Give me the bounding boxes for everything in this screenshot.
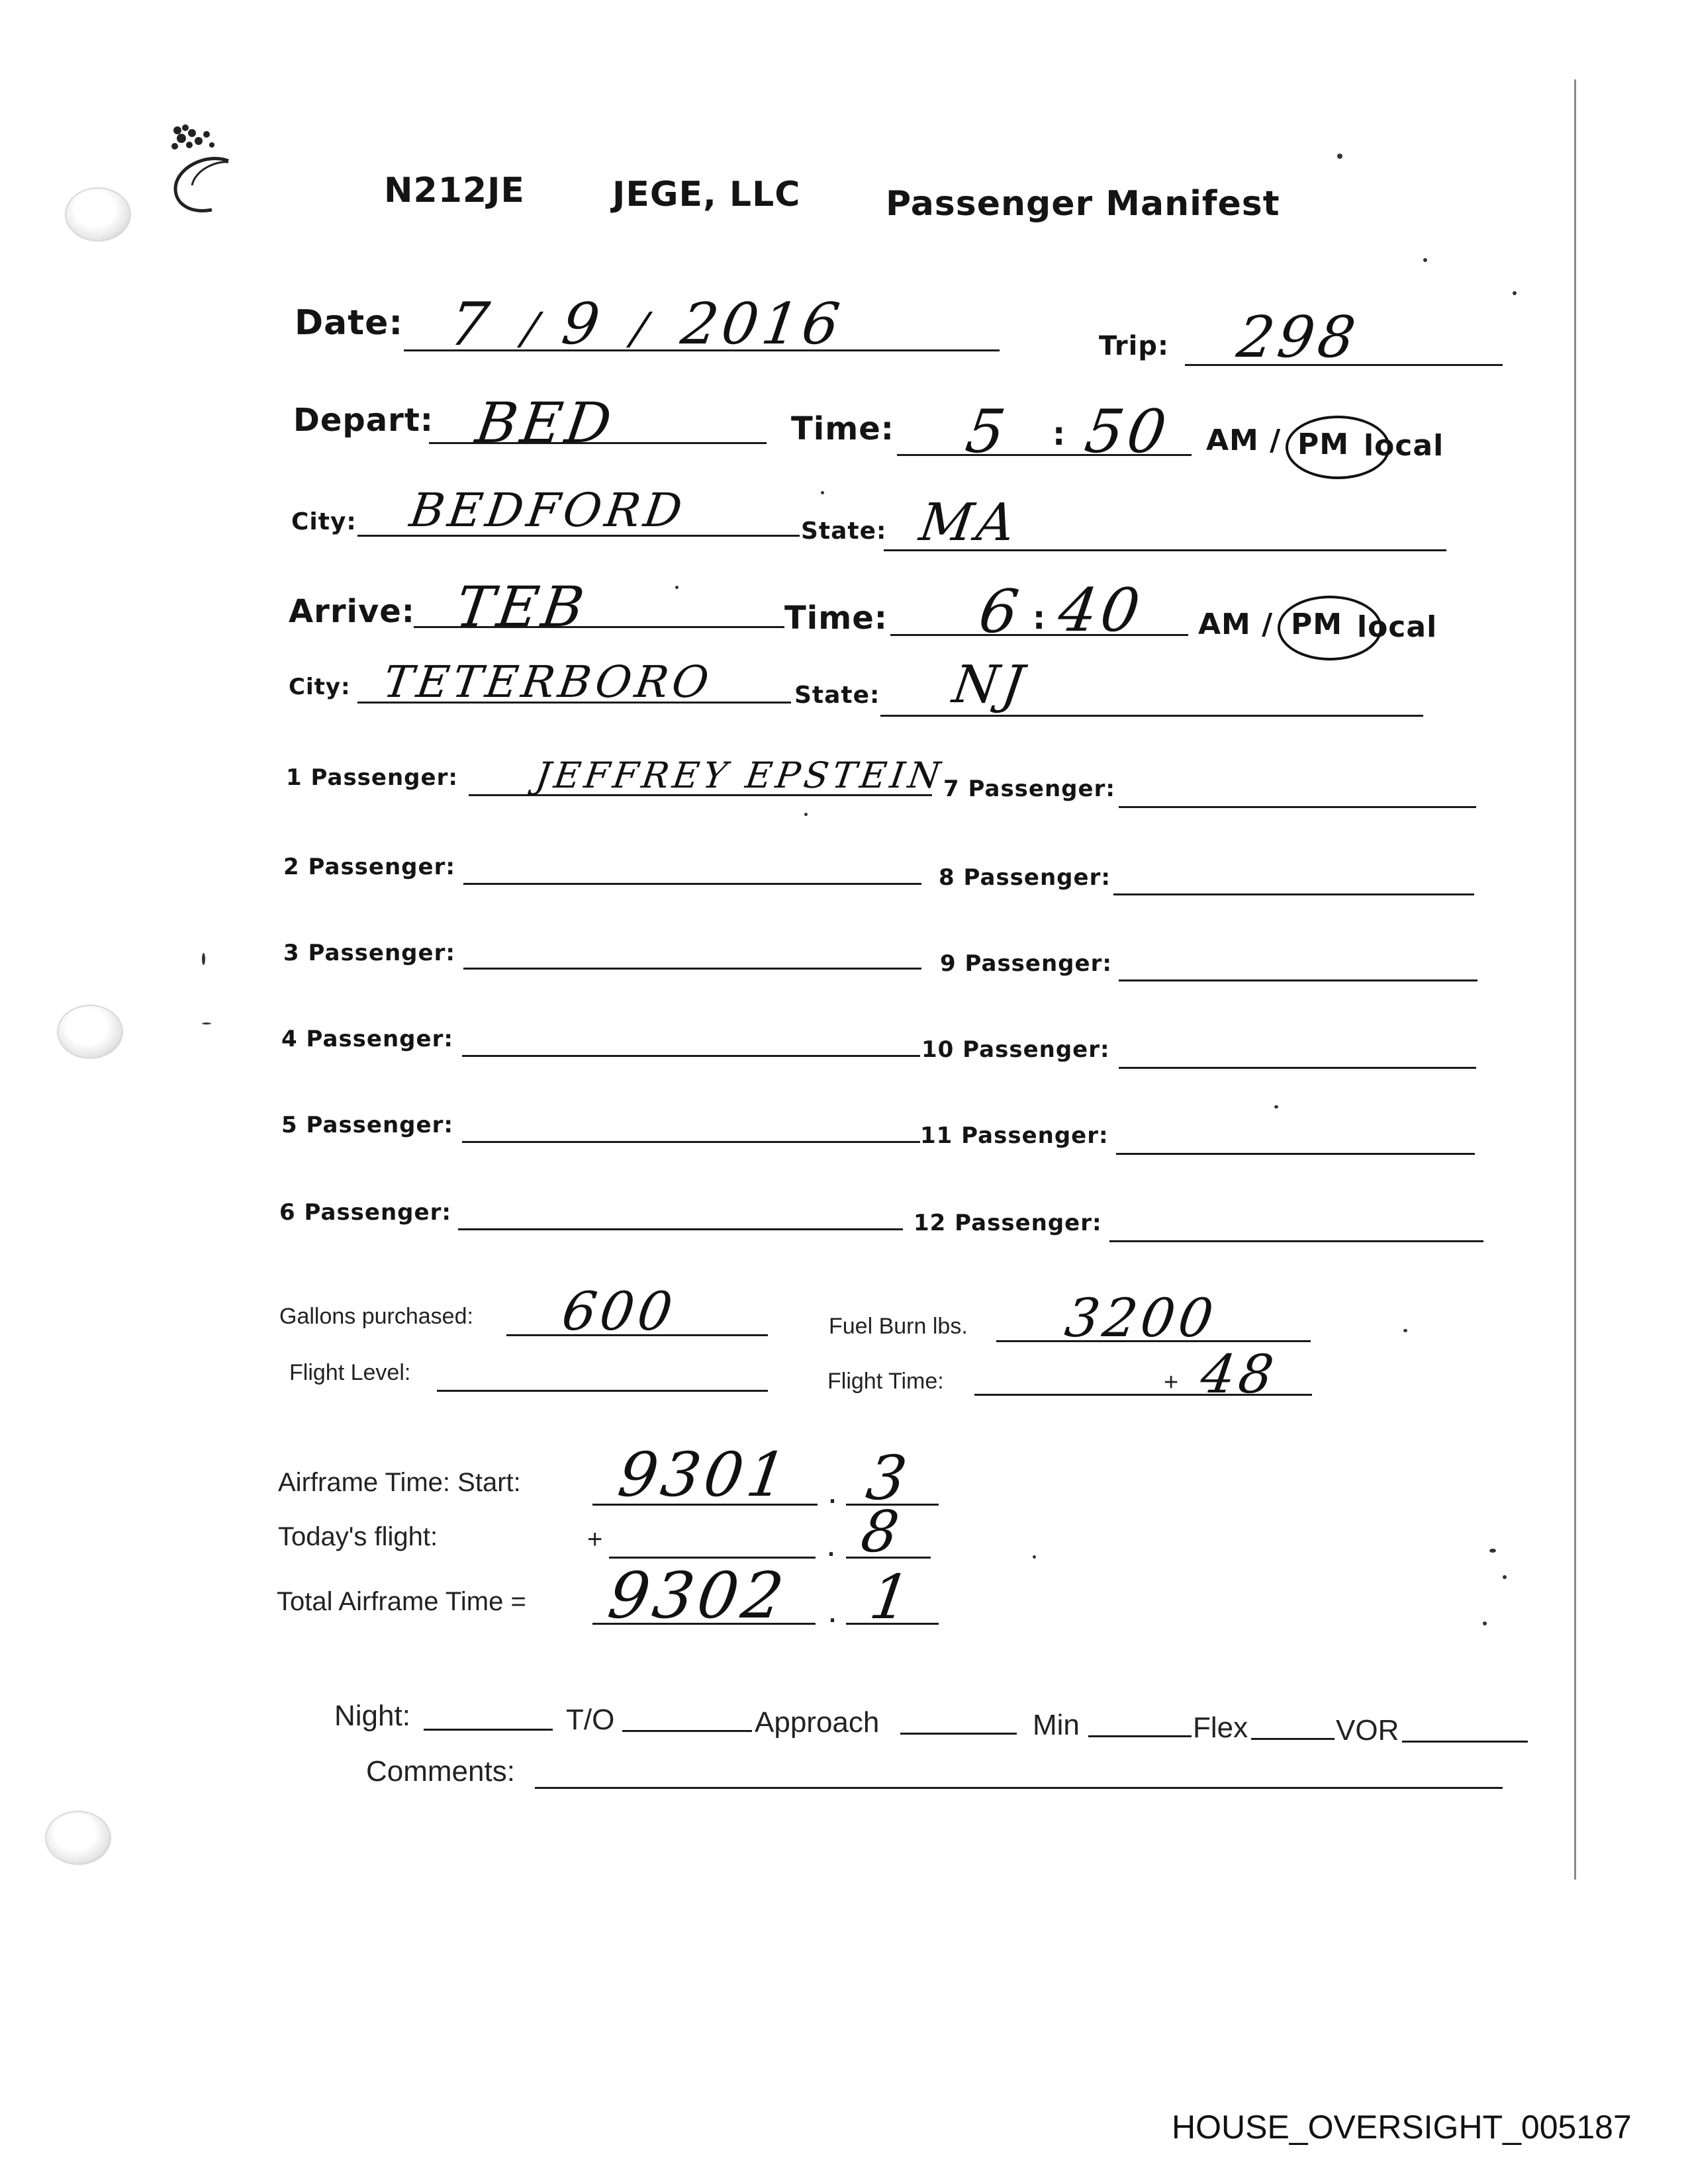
date-month: 7 [445,290,497,359]
total-airframe-whole: 9302 [604,1559,792,1633]
tail-number: N212JE [384,171,525,210]
depart-time-label: Time: [791,410,894,447]
depart-state-label: State: [801,518,887,545]
arrive-airport: TEB [452,574,592,639]
arrive-state-field[interactable] [880,715,1423,717]
passenger-9-label: 9 Passenger: [940,950,1112,977]
depart-pm-label: PM [1297,428,1350,461]
depart-airport: BED [472,390,620,455]
trip-label: Trip: [1099,331,1169,361]
arrive-local-label: local [1357,610,1438,644]
arrive-time-hour: 6 [974,577,1027,647]
passenger-6-field[interactable] [458,1228,903,1230]
depart-pm-circle [1286,416,1390,479]
arrive-label: Arrive: [289,593,415,630]
night-label: Night: [334,1700,410,1732]
passenger-12-field[interactable] [1109,1240,1483,1242]
airframe-start-label: Airframe Time: Start: [278,1468,521,1497]
vor-field[interactable] [1402,1741,1528,1743]
total-airframe-label: Total Airframe Time = [277,1587,526,1616]
todays-flight-dot: . [826,1524,837,1564]
passenger-4-label: 4 Passenger: [281,1026,453,1052]
scan-speck [1483,1621,1487,1625]
passenger-9-field[interactable] [1119,979,1477,981]
arrive-state-label: State: [794,682,880,709]
trip-number: 298 [1233,304,1364,371]
passenger-8-field[interactable] [1113,893,1474,895]
scan-speck [1423,258,1427,262]
to-label: T/O [566,1704,615,1736]
scan-speck [1513,291,1517,295]
flex-field[interactable] [1251,1738,1335,1740]
arrive-time-colon: : [1033,600,1047,637]
approach-label: Approach [755,1706,880,1739]
flight-time-label: Flight Time: [827,1369,944,1394]
date-year: 2016 [677,291,847,357]
bates-number: HOUSE_OVERSIGHT_005187 [1172,2109,1632,2146]
fuel-burn-label: Fuel Burn lbs. [829,1314,968,1339]
passenger-1-name: JEFFREY EPSTEIN [533,754,947,796]
scan-edge-line [1574,79,1576,1880]
binder-hole-bottom [46,1812,110,1864]
scan-speck [202,1023,211,1024]
passenger-11-label: 11 Passenger: [920,1122,1109,1149]
passenger-1-label: 1 Passenger: [286,764,458,791]
binder-hole-top [66,189,130,240]
depart-city-label: City: [291,508,357,535]
arrive-am-label: AM / [1198,608,1274,641]
airframe-start-whole: 9301 [614,1439,795,1510]
fuel-burn-value: 3200 [1061,1287,1221,1349]
depart-city: BEDFORD [406,483,690,537]
passenger-2-label: 2 Passenger: [283,854,455,880]
arrive-pm-circle [1278,596,1382,660]
depart-label: Depart: [293,402,434,439]
airframe-start-decimal: 3 [862,1443,915,1514]
comments-label: Comments: [366,1755,515,1788]
depart-time-colon: : [1053,416,1066,453]
min-field[interactable] [1088,1735,1192,1737]
date-label: Date: [295,303,404,343]
vor-label: VOR [1336,1714,1399,1747]
passenger-8-label: 8 Passenger: [939,864,1111,891]
arrive-city-label: City: [289,674,351,700]
total-airframe-decimal: 1 [865,1562,919,1633]
gallons-purchased-value: 600 [558,1281,680,1342]
approach-field[interactable] [900,1733,1017,1735]
min-label: Min [1033,1709,1080,1741]
scan-speck [675,586,679,589]
passenger-7-label: 7 Passenger: [943,776,1115,802]
scan-speck [202,953,205,965]
passenger-12-label: 12 Passenger: [914,1210,1102,1236]
passenger-10-label: 10 Passenger: [921,1036,1110,1063]
scan-speck [1489,1549,1496,1553]
passenger-3-label: 3 Passenger: [283,940,455,966]
total-airframe-dot: . [827,1590,838,1630]
passenger-5-field[interactable] [462,1141,920,1143]
scan-speck [1033,1555,1036,1559]
arrive-time-minutes: 40 [1054,576,1148,645]
depart-am-label: AM / [1206,424,1282,457]
passenger-6-label: 6 Passenger: [279,1199,451,1226]
comments-field[interactable] [535,1787,1503,1789]
flight-level-label: Flight Level: [289,1360,411,1385]
scan-speck [821,491,824,494]
todays-flight-decimal: 8 [857,1499,907,1565]
airframe-start-dot: . [827,1471,838,1511]
depart-time-minutes: 50 [1080,397,1174,467]
scan-speck [1403,1329,1407,1332]
scan-speck [1337,154,1342,159]
flex-label: Flex [1193,1711,1248,1744]
night-field[interactable] [424,1729,553,1731]
passenger-5-label: 5 Passenger: [281,1112,453,1138]
passenger-4-field[interactable] [462,1055,920,1057]
flight-time-value: 48 [1197,1343,1282,1405]
flight-level-field[interactable] [437,1390,768,1392]
to-field[interactable] [622,1730,752,1732]
scan-speck [1274,1105,1278,1109]
flight-time-plus: + [1164,1369,1179,1396]
passenger-2-field[interactable] [463,883,921,885]
depart-state: MA [915,493,1023,553]
company-logo-icon [165,122,245,222]
passenger-3-field[interactable] [463,968,921,970]
page-title: Passenger Manifest [886,184,1280,224]
date-day: 9 [557,291,608,357]
arrive-time-label: Time: [784,600,888,637]
scan-speck [1503,1575,1507,1579]
depart-local-label: local [1364,429,1444,463]
passenger-10-field[interactable] [1119,1067,1476,1069]
passenger-7-field[interactable] [1119,806,1476,808]
scan-speck [804,813,808,816]
arrive-state: NJ [949,655,1031,715]
company-name: JEGE, LLC [612,175,801,214]
arrive-city: TETERBORO [380,657,716,707]
depart-time-hour: 5 [961,397,1013,467]
date-sep-2: / [628,303,655,354]
passenger-11-field[interactable] [1116,1153,1475,1155]
binder-hole-middle [58,1006,122,1058]
todays-flight-label: Today's flight: [278,1522,438,1551]
todays-flight-plus: + [587,1525,603,1554]
arrive-pm-label: PM [1291,608,1343,641]
date-sep-1: / [519,303,545,354]
gallons-purchased-label: Gallons purchased: [279,1304,473,1329]
